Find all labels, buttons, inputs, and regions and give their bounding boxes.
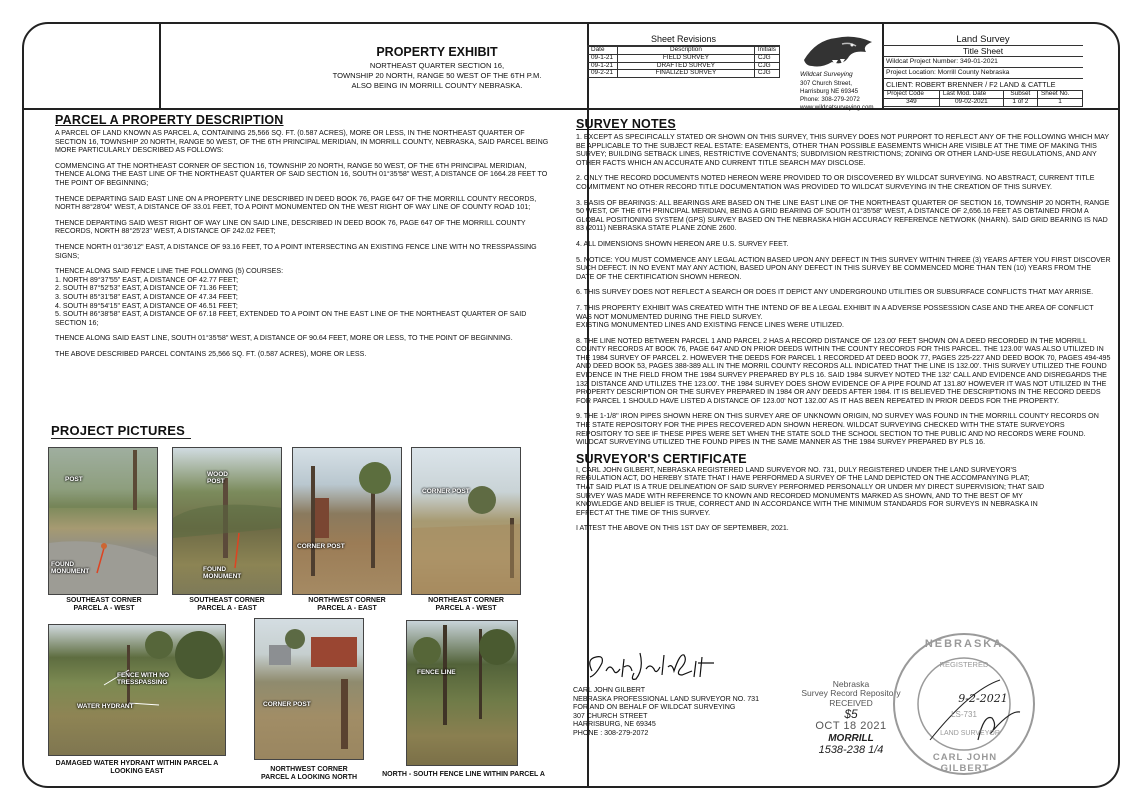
pictures-heading: PROJECT PICTURES (51, 423, 185, 438)
col-sheet-no: Sheet No. (1037, 91, 1082, 99)
photo-label: WOOD POST (207, 471, 228, 485)
surveyor-seal (890, 630, 1038, 778)
table-cell: 1 of 2 (1003, 98, 1037, 106)
survey-notes (576, 117, 1111, 533)
signer-line: FOR AND ON BEHALF OF WILDCAT SURVEYING (573, 703, 736, 712)
survey-note: 4. ALL DIMENSIONS SHOWN HEREON ARE U.S. SURVEY FEET. (576, 239, 789, 248)
header-divider (24, 108, 1120, 110)
photo-damaged-water-hydrant (48, 624, 226, 756)
photo-scene (255, 619, 364, 760)
col-project-code: Project Code (884, 91, 940, 99)
parcel-paragraph: THENCE ALONG SAID FENCE LINE THE FOLLOWING (5) COURSES: 1. NORTH 89°37'55" EAST, A DISTANCE OF 42.77 FEET; 2. SOUTH 87°52'53" EAST, A DISTANCE OF 71.36 FEET; 3. SOUTH 85°31'58" EAST, A DISTANCE OF 47.34 FEET; 4. SOUTH 89°54'15" EAST, A DISTANCE OF 46.51 FEET; 5. SOUTH 86°38'58" EAST, A DISTANCE OF 67.18 FEET, EXTENDED TO A POINT ON THE EAST LINE OF THE NORTHEAST QUARTER OF SAID SECTION 16; (55, 267, 527, 327)
photo-caption: SOUTHEAST CORNER PARCEL A - WEST (66, 597, 142, 612)
photo-caption: NORTHWEST CORNER PARCEL A LOOKING NORTH (260, 766, 358, 781)
signer-line: 307 CHURCH STREET (573, 711, 648, 720)
photo-southeast-corner-east (172, 447, 282, 595)
client-name: CLIENT: ROBERT BRENNER / F2 LAND & CATTLE (886, 80, 1056, 89)
photo-label: FOUND MONUMENT (51, 561, 90, 575)
table-row (588, 54, 780, 62)
seal-text: LAND SURVEYOR (940, 730, 1000, 737)
signer-line: HARRISBURG, NE 69345 (573, 720, 656, 729)
stamp-line: Survey Record Repository (801, 688, 901, 698)
photo-north-south-fence-line (406, 620, 518, 766)
table-cell: 09-1-21 (588, 54, 618, 62)
col-date: Date (588, 47, 618, 55)
seal-text: REGISTERED (939, 660, 989, 669)
stamp-line: Nebraska (832, 679, 870, 689)
parcel-paragraph: THE ABOVE DESCRIBED PARCEL CONTAINS 25,566 SQ. FT. (0.587 ACRES), MORE OR LESS. (55, 349, 367, 358)
table-cell: FINALIZED SURVEY (618, 70, 755, 78)
company-city: Harrisburg NE 69345 (800, 88, 859, 95)
company-logo-block (780, 28, 882, 111)
photo-label: CORNER POST (263, 701, 311, 708)
table-cell: CJG (754, 70, 779, 78)
col-subset: Subset (1003, 91, 1037, 99)
signer-line: CARL JOHN GILBERT (573, 686, 646, 694)
photo-label: CORNER POST (422, 488, 470, 495)
survey-note: 2. ONLY THE RECORD DOCUMENTS NOTED HEREON WERE PROVIDED TO OR DISCOVERED BY WILDCAT SURVEYING. NO ABSTRACT, CURRENT TITLE COMMITMENT NO OTHER RECORD TITLE DOCUMENTATION WAS PROVIDED TO WILDCAT SURVEYING IN THE CREATION OF THIS SURVEY. (576, 174, 1095, 191)
page-title: PROPERTY EXHIBIT (376, 45, 498, 59)
table-cell: 09-2-21 (588, 70, 618, 78)
company-name: Wildcat Surveying (800, 71, 853, 78)
parcel-paragraph: THENCE DEPARTING SAID WEST RIGHT OF WAY LINE ON SAID LINE, DESCRIBED IN DEED BOOK 76, PAGE 647 OF THE MORRILL COUNTY RECORDS, NORTH 88°25'23" WEST, A DISTANCE OF 242.02 FEET; (55, 218, 526, 236)
photo-label: CORNER POST (297, 543, 345, 550)
company-street: 307 Church Street, (800, 80, 852, 87)
table-cell: CJG (754, 62, 779, 70)
photo-northeast-corner-west (411, 447, 521, 595)
property-exhibit-sheet (22, 22, 1120, 788)
table-cell: 349 (884, 98, 940, 106)
sheet-revisions (587, 34, 780, 78)
certificate-attest: I ATTEST THE ABOVE ON THIS 1ST DAY OF SEPTEMBER, 2021. (576, 524, 789, 533)
survey-note: 8. THE LINE NOTED BETWEEN PARCEL 1 AND PARCEL 2 HAS A RECORD DISTANCE OF 123.00' FEET SHOWN ON A DEED RECORDED IN THE MORRILL COUNTY RECORDS AT BOOK 76, PAGE 647 AND ON PRIOR DEEDS WITHIN THE COUNTY RECORDS FOR THIS PARCEL. THE 123.00' WAS ALSO UTILIZED IN THE 1984 SURVEY OF PARCEL 2. HOWEVER THE DEEDS FOR PARCEL 1 RECORDED AT DEED BOOK 77, PAGES 225-227 AND DEED BOOK 70, PAGES 494-495 AND DEED BOOK 53, PAGES 388-389 ALL IN THE MORRIL COUNTY RECORDS ALL INDICATED THAT THE LINE IS 132.00'. THIS SURVEY UTILIZED THE FOUND EVIDENCE IN THE FIELD FROM THE 1984 SURVEY PREPARED BY PLS 16. SAID 1984 SURVEY NOTED THE 132' CALL AND EVIDENCE AND DISREGARDS THE 132' DISTANCE AND UTILIZES THE 123.00'. THE 1984 SURVEY DOES SHOW EVIDENCE OF A PIPE FOUND AT 131.80' HOWEVER IT WAS NOT UTILIZED IN THE PROPERTY DESCRIPTION OR THE SURVEY PREPARED IN 1984 OR ANY DEEDS AFTER 1984. IT IS BELIEVED THE DESCRIPTIONS IN THE RECORD DEEDS FOR PARCEL 1 SHOULD HAVE LISTED A DISTANCE OF 123.00' NOT 132.00' AS IT HAS BEEN REPEATED IN PRIOR DEEDS FOR THE PROPERTY. (576, 336, 1111, 405)
company-phone: Phone: 308-279-2072 (800, 96, 860, 103)
parcel-paragraph: A PARCEL OF LAND KNOWN AS PARCEL A, CONTAINING 25,566 SQ. FT. (0.587 ACRES), MORE OR LESS, IN THE NORTHEAST QUARTER OF SECTION 16, TOWNSHIP 20 NORTH, RANGE 50 WEST, OF THE 6TH PRINCIPAL MERIDIAN, IN MORRILL COUNTY, NEBRASKA, SAID PARCEL BEING MORE PARTICULARLY DESCRIBED AS FOLLOWS: (55, 129, 549, 155)
revisions-title: Sheet Revisions (587, 34, 780, 46)
project-number: Wildcat Project Number: 349-01-2021 (883, 57, 1083, 68)
photo-caption: NORTHEAST CORNER PARCEL A - WEST (428, 597, 504, 612)
table-row (884, 98, 1083, 106)
photo-caption: SOUTHEAST CORNER PARCEL A - EAST (189, 597, 265, 612)
photo-scene (407, 621, 518, 766)
table-cell: CJG (754, 54, 779, 62)
survey-note: 5. NOTICE: YOU MUST COMMENCE ANY LEGAL ACTION BASED UPON ANY DEFECT IN THIS SURVEY WITHIN THREE (3) YEARS AFTER YOU FIRST DISCOVER SUCH DEFECT. IN NO EVENT MAY ANY ACTION, BASED UPON ANY DEFECT IN THIS SURVEY BE COMMENCED MORE THAN TEN (10) YEARS FROM THE DATE OF THE CERTIFICATION SHOWN HEREON. (576, 255, 1111, 281)
stamp-received-date: OCT 18 2021 (815, 720, 887, 732)
survey-note: 1. EXCEPT AS SPECIFICALLY STATED OR SHOWN ON THIS SURVEY, THIS SURVEY DOES NOT PURPORT TO REFLECT ANY OF THE FOLLOWING WHICH MAY BE APPLICABLE TO THE SUBJECT REAL ESTATE: EASEMENTS, OTHER THAN POSSIBLE EASEMENTS WHICH ARE VISIBLE AT THE TIME OF MAKING THIS SURVEY; BUILDING SETBACK LINES, RESTRICTIVE COVENANTS; SUBDIVISION RESTRICTIONS; ZONING OR OTHER LAND-USE REGULATIONS, AND ANY OTHER FACTS WHICH AN ACCURATE AND CURRENT TITLE SEARCH MAY DISCLOSE. (576, 133, 1109, 167)
photo-caption: NORTH - SOUTH FENCE LINE WITHIN PARCEL A (382, 771, 545, 778)
photo-southeast-corner-west (48, 447, 158, 595)
survey-note: 9. THE 1-1/8" IRON PIPES SHOWN HERE ON THIS SURVEY ARE OF UNKNOWN ORIGIN, NO SURVEY WAS FOUND IN THE MORRILL COUNTY RECORDS ON THE STATE REPOSITORY FOR THE PIPES RECOVERED ADN SHOWN HEREON. WILDCAT SURVEYING CHECKED WITH THE STATE SURVEYORS REPOSITORY TO SEE IF THESE PIPES WERE SET WHEN THE STATE SOLD THE SCHOOL SECTION TO THE PUBLIC AND NO RECORDS WERE FOUND. WILDCAT SURVEYING UTILIZED THE FOUND PIPES IN THE SAME MANNER AS THE 1984 SURVEY PREPARED BY PLS 16. (576, 412, 1099, 447)
wildcat-logo-icon (802, 30, 876, 70)
page-subtitle (232, 61, 642, 91)
company-website: www.wildcatsurveying.com (800, 104, 874, 111)
surveyor-signature (584, 649, 734, 685)
project-location: Project Location: Morrill County Nebraska (883, 68, 1083, 79)
parcel-description (55, 113, 550, 365)
seal-text: CARL JOHN GILBERT (932, 752, 998, 774)
col-initials: Initials (754, 47, 779, 55)
stamp-fee: $5 (844, 707, 858, 721)
table-cell: DRAFTED SURVEY (618, 62, 755, 70)
signer-line: NEBRASKA PROFESSIONAL LAND SURVEYOR NO. 731 (573, 694, 760, 703)
table-cell: 1 (1037, 98, 1082, 106)
photo-scene (412, 448, 521, 595)
table-cell: 09-02-2021 (939, 98, 1003, 106)
photo-scene (293, 448, 402, 595)
signer-block (573, 686, 803, 738)
photo-label: FOUND MONUMENT (203, 566, 242, 580)
photo-scene (49, 625, 226, 756)
stamp-record-number: 1538-238 1/4 (818, 744, 884, 756)
title-sheet-subtitle: Title Sheet (883, 45, 1083, 57)
survey-note: 6. THIS SURVEY DOES NOT REFLECT A SEARCH OR DOES IT DEPICT ANY UNDERGROUND UTILITIES OR SUBSURFACE CONFLICTS THAT MAY ARRISE. (576, 288, 1094, 297)
photo-label: POST (65, 476, 83, 483)
signer-line: PHONE : 308-279-2072 (573, 728, 649, 737)
parcel-paragraph: THENCE ALONG SAID EAST LINE, SOUTH 01°35'58" WEST, A DISTANCE OF 90.64 FEET, MORE OR LESS, TO THE POINT OF BEGINNING. (55, 334, 513, 343)
notes-heading: SURVEY NOTES (576, 117, 676, 131)
parcel-paragraph: THENCE NORTH 01°36'12" EAST, A DISTANCE OF 93.16 FEET, TO A POINT INTERSECTING AN EXISTING FENCE LINE WITH NO TRESSPASSING SIGNS; (55, 242, 537, 260)
table-cell: FIELD SURVEY (618, 54, 755, 62)
header-left-divider (159, 24, 161, 109)
stamp-line: RECEIVED (829, 698, 873, 708)
photo-label: WATER HYDRANT (77, 703, 134, 710)
photo-caption: NORTHWEST CORNER PARCEL A - EAST (308, 597, 386, 612)
pictures-heading-underline (51, 438, 191, 439)
photo-northwest-corner-east (292, 447, 402, 595)
subtitle-line: NORTHEAST QUARTER SECTION 16, (369, 61, 505, 70)
seal-signature-date: 9-2-2021 (958, 692, 1008, 705)
stamp-county: MORRILL (828, 733, 874, 744)
col-last-mod-date: Last Mod. Date (939, 91, 1003, 99)
project-code-table (883, 90, 1083, 107)
seal-text: NEBRASKA (924, 638, 1004, 650)
photo-caption: DAMAGED WATER HYDRANT WITHIN PARCEL A LOOKING EAST (55, 760, 219, 775)
revisions-table (587, 46, 780, 78)
col-description: Description (618, 47, 755, 55)
subtitle-line: TOWNSHIP 20 NORTH, RANGE 50 WEST OF THE 6TH P.M. (332, 71, 542, 80)
signature-icon (584, 649, 734, 685)
subtitle-line: ALSO BEING IN MORRILL COUNTY NEBRASKA. (351, 81, 523, 90)
title-sheet-title: Land Survey (956, 34, 1010, 45)
parcel-heading: PARCEL A PROPERTY DESCRIPTION (55, 113, 284, 127)
survey-note: 7. THIS PROPERTY EXHIBIT WAS CREATED WITH THE INTEND OF BE A LEGAL EXHIBIT IN A ADVERSE POSSESSION CASE AND THE AREA OF CONFLICT WAS NOT MONUMENTED DURING THE FIELD SURVEY. EXISTING MONUMENTED LINES AND EXISTING FENCE LINES WERE UTILIZED. (576, 303, 1094, 330)
table-row (588, 70, 780, 78)
photo-label: FENCE LINE (417, 669, 456, 676)
photo-northwest-corner-north (254, 618, 364, 760)
title-sheet-block (883, 34, 1083, 107)
photo-label: FENCE WITH NO TRESSPASSING (117, 672, 169, 686)
survey-note: 3. BASIS OF BEARINGS: ALL BEARINGS ARE BASED ON THE LINE EAST LINE OF THE NORTHEAST QUARTER OF SECTION 16, TOWNSHIP 20 NORTH, RANGE 50 WEST, OF THE 6TH PRINCIPAL MERIDIAN, BEING A GRID BEARING OF SOUTH 01°35'58" WEST, A DISTANCE OF 2,656.16 FEET AS OBTAINED FROM A GLOBAL POSITIONING SYSTEM (GPS) SURVEY BASED ON THE NEBRASKA HIGH ACCURACY REFERENCE NETWORK (NHARN). SAID GRID BEARING IS NAD 83 (2011) NEBRASKA STATE PLANE ZONE 2600. (576, 198, 1110, 233)
certificate-heading: SURVEYOR'S CERTIFICATE (576, 451, 747, 466)
parcel-paragraph: COMMENCING AT THE NORTHEAST CORNER OF SECTION 16, TOWNSHIP 20 NORTH, RANGE 50 WEST, OF THE 6TH PRINCIPAL MERIDIAN, THENCE ALONG THE EAST LINE OF THE NORTHEAST QUARTER OF SAID SECTION 16, SOUTH 01°35'58" WEST, A DISTANCE OF 1664.28 FEET TO THE POINT OF BEGINNING; (55, 161, 548, 187)
table-cell: 09-1-21 (588, 62, 618, 70)
certificate-text: I, CARL JOHN GILBERT, NEBRASKA REGISTERED LAND SURVEYOR NO. 731, DULY REGISTERED UNDER THE LAND SURVEYOR'S REGULATION ACT, DO HEREBY STATE THAT I HAVE PERFORMED A SURVEY OF THE LAND DEPICTED ON THE ACCOMPANYING PLAT; THAT SAID PLAT IS A TRUE DELINEATION OF SAID SURVEY PERFORMED PERSONALLY OR UNDER MY DIRECT SUPERVISION; THAT SAID SURVEY WAS MADE WITH REFERENCE TO KNOWN AND RECORDED MONUMENTS MARKED AS SHOWN, AND TO THE BEST OF MY KNOWLEDGE AND BELIEF IS TRUE, CORRECT AND IN ACCORDANCE WITH THE MINIMUM STANDARDS FOR SURVEYS IN NEBRASKA IN EFFECT AT THE TIME OF THIS SURVEY. (576, 465, 1045, 517)
parcel-paragraph: THENCE DEPARTING SAID EAST LINE ON A PROPERTY LINE DESCRIBED IN DEED BOOK 76, PAGE 647 OF THE MORRILL COUNTY RECORDS, NORTH 88°28'04" WEST, A DISTANCE OF 33.01 FEET, TO A POINT MONUMENTED ON THE WEST RIGHT OF WAY LINE OF COUNTY ROAD 101; (55, 194, 537, 212)
seal-text: LS-731 (951, 710, 977, 719)
